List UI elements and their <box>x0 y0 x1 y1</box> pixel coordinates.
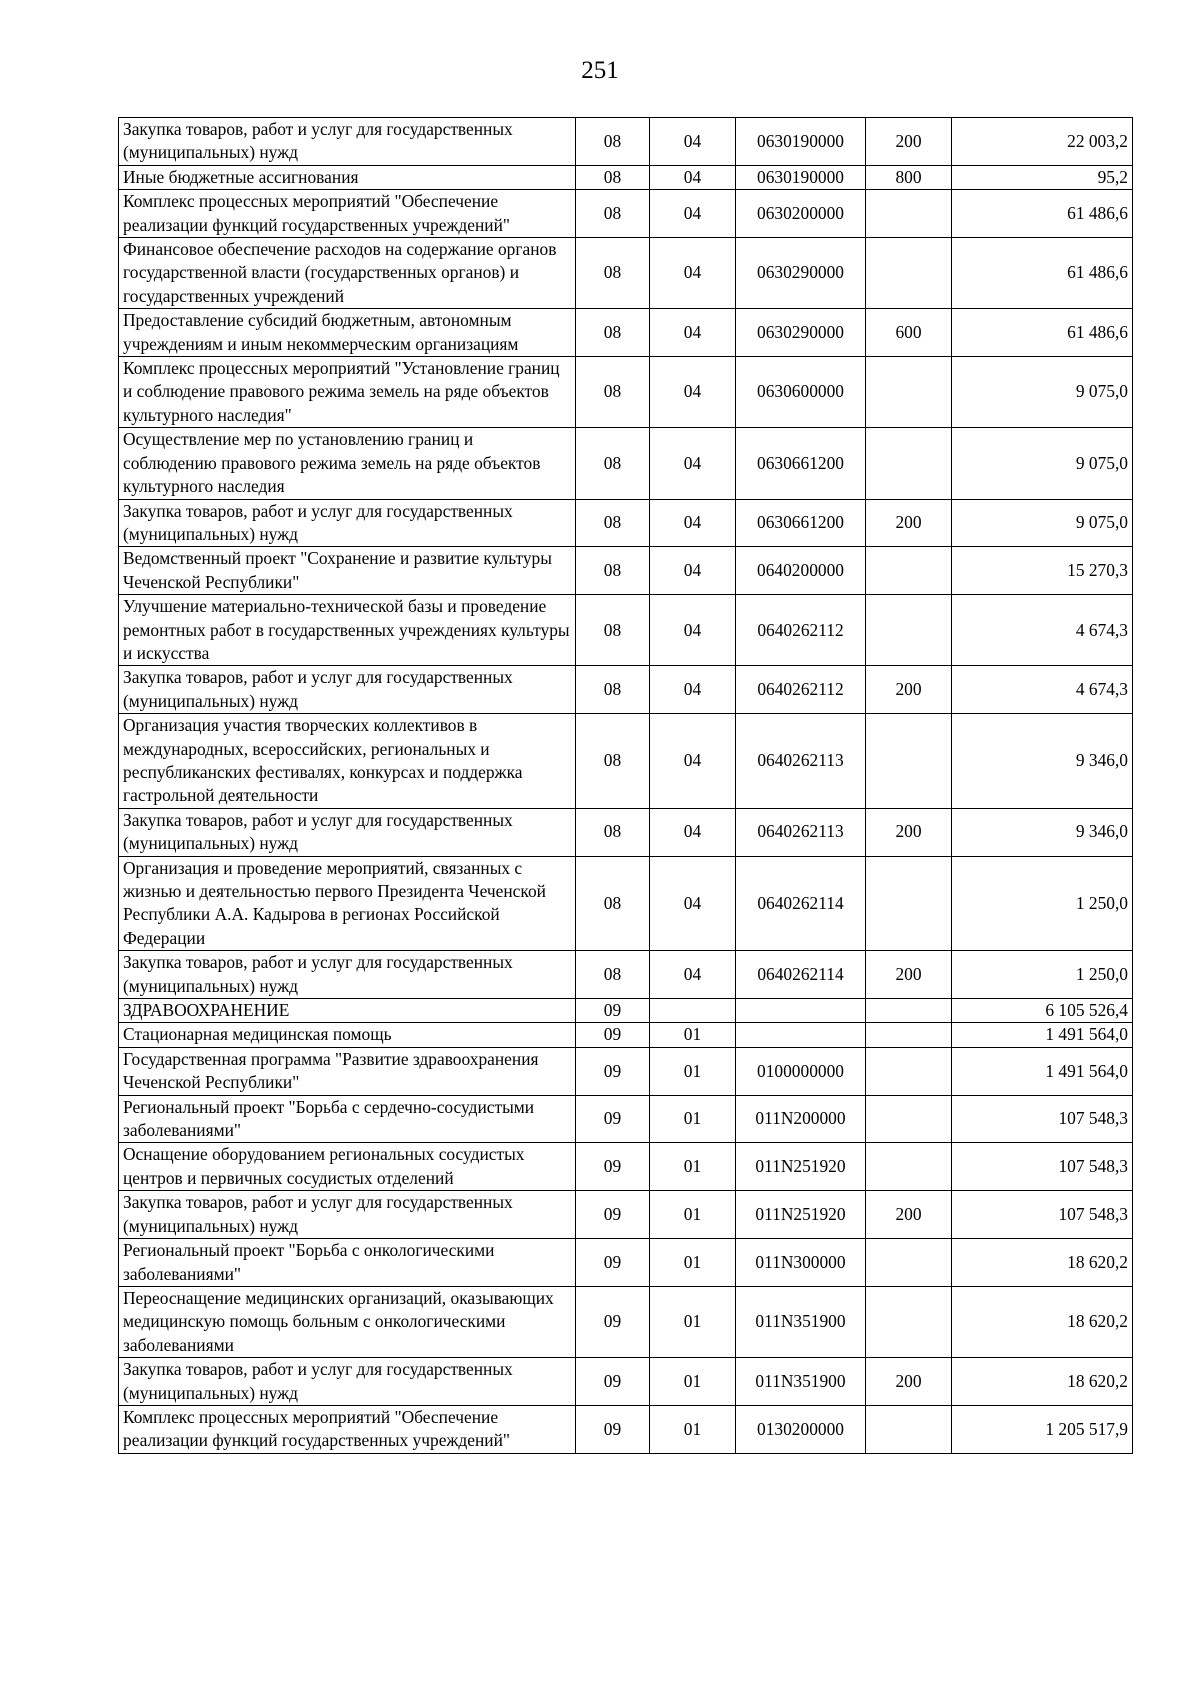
target-article-code-cell: 0630600000 <box>736 357 866 428</box>
target-article-code-cell: 0630290000 <box>736 238 866 309</box>
subsection-code-cell: 04 <box>650 547 736 595</box>
subsection-code-cell: 04 <box>650 808 736 856</box>
expense-type-cell: 200 <box>866 1358 952 1406</box>
subsection-code-cell: 01 <box>650 1239 736 1287</box>
table-row <box>119 118 1133 166</box>
target-article-code-cell: 011N300000 <box>736 1239 866 1287</box>
table-row <box>119 1358 1133 1406</box>
amount-cell: 9 075,0 <box>952 428 1133 499</box>
subsection-code-cell: 04 <box>650 499 736 547</box>
item-name-cell: Региональный проект "Борьба с сердечно-сосудистыми заболеваниями" <box>119 1095 576 1143</box>
subsection-code-cell: 04 <box>650 118 736 166</box>
subsection-code-cell: 04 <box>650 357 736 428</box>
item-name-cell: Переоснащение медицинских организаций, оказывающих медицинскую помощь больным с онкологическими заболеваниями <box>119 1286 576 1357</box>
amount-cell: 9 075,0 <box>952 357 1133 428</box>
expense-type-cell <box>866 428 952 499</box>
subsection-code-cell: 04 <box>650 428 736 499</box>
item-name-cell: Государственная программа "Развитие здравоохранения Чеченской Республики" <box>119 1047 576 1095</box>
table-row <box>119 808 1133 856</box>
target-article-code-cell: 0640262113 <box>736 714 866 809</box>
item-name-cell: Региональный проект "Борьба с онкологическими заболеваниями" <box>119 1239 576 1287</box>
expense-type-cell <box>866 595 952 666</box>
expense-type-cell: 200 <box>866 118 952 166</box>
item-name-cell: Закупка товаров, работ и услуг для государственных (муниципальных) нужд <box>119 1358 576 1406</box>
expense-type-cell: 200 <box>866 808 952 856</box>
amount-cell: 6 105 526,4 <box>952 999 1133 1023</box>
section-code-cell: 09 <box>576 1047 650 1095</box>
target-article-code-cell: 0630661200 <box>736 428 866 499</box>
item-name-cell: Закупка товаров, работ и услуг для государственных (муниципальных) нужд <box>119 666 576 714</box>
target-article-code-cell: 0640262113 <box>736 808 866 856</box>
item-name-cell: Осуществление мер по установлению границ и соблюдению правового режима земель на ряде объектов культурного наследия <box>119 428 576 499</box>
section-code-cell: 08 <box>576 357 650 428</box>
target-article-code-cell: 0640200000 <box>736 547 866 595</box>
expense-type-cell: 200 <box>866 499 952 547</box>
expense-type-cell: 200 <box>866 666 952 714</box>
target-article-code-cell: 0630290000 <box>736 309 866 357</box>
section-code-cell: 09 <box>576 1286 650 1357</box>
table-row <box>119 856 1133 951</box>
amount-cell: 107 548,3 <box>952 1143 1133 1191</box>
table-row <box>119 357 1133 428</box>
table-row <box>119 499 1133 547</box>
section-code-cell: 08 <box>576 118 650 166</box>
target-article-code-cell: 011N200000 <box>736 1095 866 1143</box>
item-name-cell: Комплекс процессных мероприятий "Обеспечение реализации функций государственных учреждений" <box>119 190 576 238</box>
table-row <box>119 999 1133 1023</box>
table-row <box>119 1047 1133 1095</box>
amount-cell: 9 346,0 <box>952 714 1133 809</box>
subsection-code-cell: 04 <box>650 856 736 951</box>
item-name-cell: Иные бюджетные ассигнования <box>119 165 576 189</box>
subsection-code-cell: 01 <box>650 1095 736 1143</box>
subsection-code-cell: 01 <box>650 1286 736 1357</box>
expense-type-cell <box>866 1286 952 1357</box>
target-article-code-cell: 0640262112 <box>736 666 866 714</box>
section-code-cell: 09 <box>576 1095 650 1143</box>
expense-type-cell <box>866 1023 952 1047</box>
subsection-code-cell <box>650 999 736 1023</box>
table-row <box>119 1239 1133 1287</box>
item-name-cell: Организация участия творческих коллективов в международных, всероссийских, региональных и республиканских фестивалях, конкурсах и поддержка гастрольной деятельности <box>119 714 576 809</box>
section-code-cell: 09 <box>576 999 650 1023</box>
section-code-cell: 09 <box>576 1358 650 1406</box>
expense-type-cell <box>866 1095 952 1143</box>
expense-type-cell <box>866 238 952 309</box>
section-code-cell: 08 <box>576 951 650 999</box>
section-code-cell: 08 <box>576 808 650 856</box>
subsection-code-cell: 04 <box>650 309 736 357</box>
amount-cell: 107 548,3 <box>952 1095 1133 1143</box>
item-name-cell: Закупка товаров, работ и услуг для государственных (муниципальных) нужд <box>119 951 576 999</box>
expense-type-cell <box>866 1405 952 1453</box>
table-row <box>119 714 1133 809</box>
page-number: 251 <box>581 57 619 84</box>
amount-cell: 1 491 564,0 <box>952 1047 1133 1095</box>
table-row <box>119 951 1133 999</box>
item-name-cell: Оснащение оборудованием региональных сосудистых центров и первичных сосудистых отделений <box>119 1143 576 1191</box>
target-article-code-cell: 0100000000 <box>736 1047 866 1095</box>
amount-cell: 1 491 564,0 <box>952 1023 1133 1047</box>
expense-type-cell <box>866 1143 952 1191</box>
item-name-cell: ЗДРАВООХРАНЕНИЕ <box>119 999 576 1023</box>
expense-type-cell <box>866 999 952 1023</box>
target-article-code-cell: 011N251920 <box>736 1191 866 1239</box>
item-name-cell: Закупка товаров, работ и услуг для государственных (муниципальных) нужд <box>119 808 576 856</box>
target-article-code-cell: 0630661200 <box>736 499 866 547</box>
amount-cell: 4 674,3 <box>952 595 1133 666</box>
subsection-code-cell: 01 <box>650 1191 736 1239</box>
amount-cell: 95,2 <box>952 165 1133 189</box>
section-code-cell: 08 <box>576 309 650 357</box>
budget-table-body <box>119 118 1133 1454</box>
amount-cell: 18 620,2 <box>952 1286 1133 1357</box>
section-code-cell: 09 <box>576 1023 650 1047</box>
section-code-cell: 08 <box>576 547 650 595</box>
amount-cell: 4 674,3 <box>952 666 1133 714</box>
section-code-cell: 08 <box>576 666 650 714</box>
item-name-cell: Закупка товаров, работ и услуг для государственных (муниципальных) нужд <box>119 118 576 166</box>
target-article-code-cell: 011N251920 <box>736 1143 866 1191</box>
section-code-cell: 08 <box>576 165 650 189</box>
table-row <box>119 595 1133 666</box>
amount-cell: 61 486,6 <box>952 309 1133 357</box>
section-code-cell: 08 <box>576 714 650 809</box>
target-article-code-cell: 011N351900 <box>736 1358 866 1406</box>
subsection-code-cell: 01 <box>650 1405 736 1453</box>
section-code-cell: 08 <box>576 428 650 499</box>
subsection-code-cell: 04 <box>650 951 736 999</box>
amount-cell: 61 486,6 <box>952 190 1133 238</box>
table-row <box>119 666 1133 714</box>
table-row <box>119 1023 1133 1047</box>
subsection-code-cell: 04 <box>650 165 736 189</box>
table-row <box>119 1191 1133 1239</box>
target-article-code-cell: 0640262114 <box>736 951 866 999</box>
amount-cell: 61 486,6 <box>952 238 1133 309</box>
amount-cell: 1 250,0 <box>952 856 1133 951</box>
subsection-code-cell: 01 <box>650 1047 736 1095</box>
amount-cell: 22 003,2 <box>952 118 1133 166</box>
expense-type-cell <box>866 190 952 238</box>
section-code-cell: 08 <box>576 595 650 666</box>
amount-cell: 9 346,0 <box>952 808 1133 856</box>
expense-type-cell <box>866 547 952 595</box>
item-name-cell: Финансовое обеспечение расходов на содержание органов государственной власти (государственных органов) и государственных учреждений <box>119 238 576 309</box>
subsection-code-cell: 04 <box>650 714 736 809</box>
amount-cell: 18 620,2 <box>952 1239 1133 1287</box>
target-article-code-cell: 0630190000 <box>736 118 866 166</box>
expense-type-cell: 800 <box>866 165 952 189</box>
target-article-code-cell: 0630190000 <box>736 165 866 189</box>
section-code-cell: 09 <box>576 1239 650 1287</box>
table-row <box>119 309 1133 357</box>
target-article-code-cell: 0640262112 <box>736 595 866 666</box>
table-row <box>119 1405 1133 1453</box>
expense-type-cell <box>866 357 952 428</box>
target-article-code-cell <box>736 999 866 1023</box>
target-article-code-cell: 0130200000 <box>736 1405 866 1453</box>
item-name-cell: Закупка товаров, работ и услуг для государственных (муниципальных) нужд <box>119 1191 576 1239</box>
item-name-cell: Стационарная медицинская помощь <box>119 1023 576 1047</box>
table-row <box>119 1286 1133 1357</box>
amount-cell: 107 548,3 <box>952 1191 1133 1239</box>
item-name-cell: Комплекс процессных мероприятий "Обеспечение реализации функций государственных учреждений" <box>119 1405 576 1453</box>
section-code-cell: 08 <box>576 238 650 309</box>
subsection-code-cell: 04 <box>650 238 736 309</box>
amount-cell: 18 620,2 <box>952 1358 1133 1406</box>
item-name-cell: Организация и проведение мероприятий, связанных с жизнью и деятельностью первого Президента Чеченской Республики А.А. Кадырова в регионах Российской Федерации <box>119 856 576 951</box>
subsection-code-cell: 01 <box>650 1023 736 1047</box>
table-row <box>119 190 1133 238</box>
expense-type-cell: 200 <box>866 951 952 999</box>
table-row <box>119 547 1133 595</box>
amount-cell: 1 205 517,9 <box>952 1405 1133 1453</box>
subsection-code-cell: 04 <box>650 595 736 666</box>
item-name-cell: Комплекс процессных мероприятий "Установление границ и соблюдение правового режима земель на ряде объектов культурного наследия" <box>119 357 576 428</box>
expense-type-cell <box>866 1239 952 1287</box>
item-name-cell: Улучшение материально-технической базы и проведение ремонтных работ в государственных учреждениях культуры и искусства <box>119 595 576 666</box>
subsection-code-cell: 01 <box>650 1143 736 1191</box>
amount-cell: 1 250,0 <box>952 951 1133 999</box>
table-row <box>119 238 1133 309</box>
table-row <box>119 428 1133 499</box>
section-code-cell: 08 <box>576 856 650 951</box>
table-row <box>119 1095 1133 1143</box>
item-name-cell: Закупка товаров, работ и услуг для государственных (муниципальных) нужд <box>119 499 576 547</box>
budget-table <box>118 117 1133 1454</box>
target-article-code-cell: 0640262114 <box>736 856 866 951</box>
table-row <box>119 1143 1133 1191</box>
subsection-code-cell: 01 <box>650 1358 736 1406</box>
amount-cell: 15 270,3 <box>952 547 1133 595</box>
target-article-code-cell <box>736 1023 866 1047</box>
item-name-cell: Ведомственный проект "Сохранение и развитие культуры Чеченской Республики" <box>119 547 576 595</box>
expense-type-cell <box>866 856 952 951</box>
section-code-cell: 09 <box>576 1191 650 1239</box>
section-code-cell: 09 <box>576 1405 650 1453</box>
subsection-code-cell: 04 <box>650 666 736 714</box>
expense-type-cell <box>866 714 952 809</box>
section-code-cell: 08 <box>576 499 650 547</box>
table-row <box>119 165 1133 189</box>
expense-type-cell: 600 <box>866 309 952 357</box>
amount-cell: 9 075,0 <box>952 499 1133 547</box>
item-name-cell: Предоставление субсидий бюджетным, автономным учреждениям и иным некоммерческим организациям <box>119 309 576 357</box>
target-article-code-cell: 0630200000 <box>736 190 866 238</box>
section-code-cell: 09 <box>576 1143 650 1191</box>
expense-type-cell <box>866 1047 952 1095</box>
section-code-cell: 08 <box>576 190 650 238</box>
target-article-code-cell: 011N351900 <box>736 1286 866 1357</box>
expense-type-cell: 200 <box>866 1191 952 1239</box>
subsection-code-cell: 04 <box>650 190 736 238</box>
